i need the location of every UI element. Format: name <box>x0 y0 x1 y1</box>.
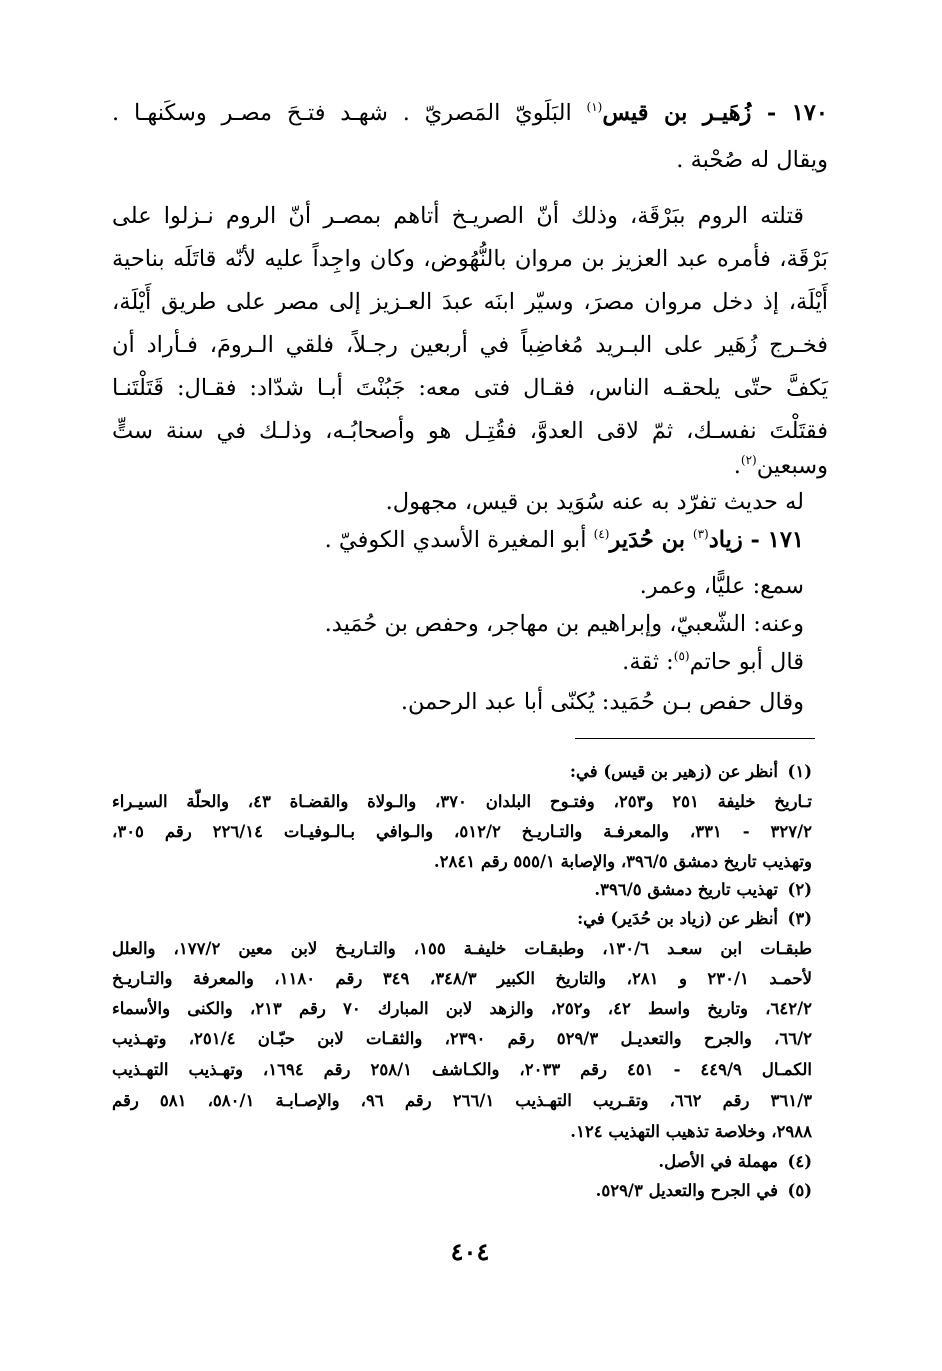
entry-171-abu-hatim-label: قال أبو حاتم <box>689 649 804 675</box>
entry-171-heading-line <box>112 520 804 560</box>
footnote-2-text: تهذيب تاريخ دمشق ٣٩٦/٥. <box>594 880 778 899</box>
entry-170-heading-text: البَلَويّ المَصريّ . شهـد فتـحَ مصـر وسكَنهـا . <box>112 100 572 126</box>
entry-170-para-3: أَيْلَة، إذ دخل مروان مصرَ، وسيّر ابنَه عبدَ العـزيز إلى مصر على طريق أَيْلَة، <box>112 289 828 315</box>
entry-170-last-word: وسبعين <box>756 453 828 479</box>
entry-170-para-2: بَرْقَة، فأمره عبد العزيز بن مروان بالنُّهُوض، وكان واجِداً عليه لأنّه قاتَلَه بناحية <box>112 246 828 272</box>
footnote-5-text: في الجرح والتعديل ٥٢٩/٣. <box>595 1181 778 1200</box>
entry-171-anhu: وعنه: الشّعبيّ، وإبراهيم بن مهاجر، وحفص بن حُمَيد. <box>324 611 804 637</box>
footnote-4 <box>112 1148 812 1176</box>
footnote-ref-5[interactable]: (٥) <box>673 649 690 663</box>
entry-171-abu-hatim <box>112 642 804 682</box>
footnote-3-line: ٢٩٨٨، وخلاصة تذهيب التهذيب ١٢٤. <box>570 1122 812 1141</box>
footnote-5-number: (٥) <box>787 1181 812 1200</box>
entry-170-para-last: وسبعين$^{(٢)}$. <box>733 453 828 479</box>
footnote-1-head-line <box>112 758 812 786</box>
entry-171-heading-father: بن حُدَير <box>609 527 693 553</box>
entry-171-heading-rest: أبو المغيرة الأسدي الكوفيّ . <box>324 527 594 553</box>
entry-170-line-2: ويقال له صُحْبة . <box>676 147 828 173</box>
footnote-separator <box>575 738 815 739</box>
page-number: ٤٠٤ <box>450 1237 490 1266</box>
footnote-ref-4[interactable]: (٤) <box>593 527 610 541</box>
footnote-1-line: تـاريخ خليفة ٢٥١ و٢٥٣، وفتـوح البلدان ٣٧٠، والـولاة والقضـاة ٤٣، والحلّة السيـراء <box>112 792 812 811</box>
entry-170-para-6: فقتَلْتَ نفسـك، ثمّ لاقى العدوَّ، فقُتِـل هو وأصحابُـه، وذلـك في سنة ستٍّ <box>112 418 828 444</box>
footnote-4-text: مهملة في الأصل. <box>658 1152 778 1171</box>
footnote-1-head: أنظر عن (زهير بن قيس) في: <box>569 762 778 781</box>
footnote-3-line: ٣٦١/٣ رقم ٦٦٢، وتقـريب التهـذيب ٢٦٦/١ رقم ٩٦، والإصـابـة ٥٨٠/١، ٥٨١ رقم <box>112 1091 812 1110</box>
footnote-3-head: أنظر عن (زياد بن حُدَير) في: <box>577 909 778 928</box>
footnote-3-head-line <box>112 905 812 933</box>
footnote-3-line: ٦٦/٢، والجرح والتعديـل ٥٢٩/٣ رقم ٢٣٩٠، والثقـات لابن حبّـان ٢٥١/٤، وتهـذيب <box>112 1029 813 1048</box>
entry-170-para-4: فخـرج زُهَير على البـريد مُغاضِباً في أربعين رجـلاً، فلقي الـرومَ، فـأراد أن <box>112 332 828 358</box>
footnote-3-line: لأحمـد ٢٣٠/١ و ٢٨١، والتاريخ الكبير ٣٤٨/٣، ٣٤٩ رقم ١١٨٠، والمعرفة والتـاريـخ <box>112 969 812 988</box>
entry-171-sami: سمع: عليًّا، وعمر. <box>639 573 804 599</box>
entry-170-heading: ١٧٠ - زُهَيـر بن قيس <box>602 100 828 126</box>
footnote-ref-3[interactable]: (٣) <box>692 527 709 541</box>
footnote-3-line: طبقـات ابن سعـد ١٣٠/٦، وطبقـات خليفـة ١٥٥، والتـاريـخ لابن معين ١٧٧/٢، والعلل <box>112 939 812 958</box>
entry-171-hafs: وقال حفص بـن حُمَيد: يُكنّى أبا عبد الرحمن. <box>400 689 804 715</box>
footnote-3-number: (٣) <box>787 909 812 928</box>
footnote-4-number: (٤) <box>787 1152 812 1171</box>
entry-170-hadith: له حديث تفرّد به عنه سُوَيد بن قيس، مجهول. <box>385 489 804 515</box>
entry-170-para-1: قتلته الروم ببَرْقَة، وذلك أنّ الصريـخ أتاهم بمصـر أنّ الروم نـزلوا على <box>112 203 804 229</box>
footnote-1-line: وتهذيب تاريخ دمشق ٣٩٦/٥، والإصابة ٥٥٥/١ رقم ٢٨٤١. <box>433 852 812 871</box>
footnote-2 <box>112 876 812 904</box>
footnote-2-number: (٢) <box>787 880 812 899</box>
footnote-1-line: ٣٢٧/٢ - ٣٣١، والمعرفـة والتـاريـخ ٥١٢/٢، والـوافي بـالـوفيـات ٢٢٦/١٤ رقم ٣٠٥، <box>112 822 812 841</box>
footnote-ref-1[interactable]: (١) <box>586 100 603 114</box>
entry-170-heading-line <box>112 93 828 133</box>
footnote-3-line: الكمـال ٤٤٩/٩ - ٤٥١ رقم ٢٠٣٣، والكـاشف ٢٥٨/١ رقم ١٦٩٤، وتهـذيب التهـذيب <box>112 1060 813 1079</box>
entry-171-heading: ١٧١ - زياد <box>708 527 804 553</box>
entry-170-para-5: يَكفَّ حتّى يلحقـه الناس، فقـال فتى معه: جَبُنْتَ أبـا شدّاد: فقـال: قَتَلْتَنـا <box>112 375 828 401</box>
footnote-5 <box>112 1177 812 1205</box>
footnote-3-line: ٦٤٢/٢، وتاريخ واسط ٤٢، و٢٥٢، والزهد لابن المبارك ٧٠ رقم ٢١٣، والكنى والأسماء <box>112 999 812 1018</box>
footnote-ref-2[interactable]: (٢) <box>740 453 757 467</box>
entry-171-abu-hatim-verdict: : ثقة. <box>622 649 674 675</box>
footnote-1-number: (١) <box>787 762 812 781</box>
